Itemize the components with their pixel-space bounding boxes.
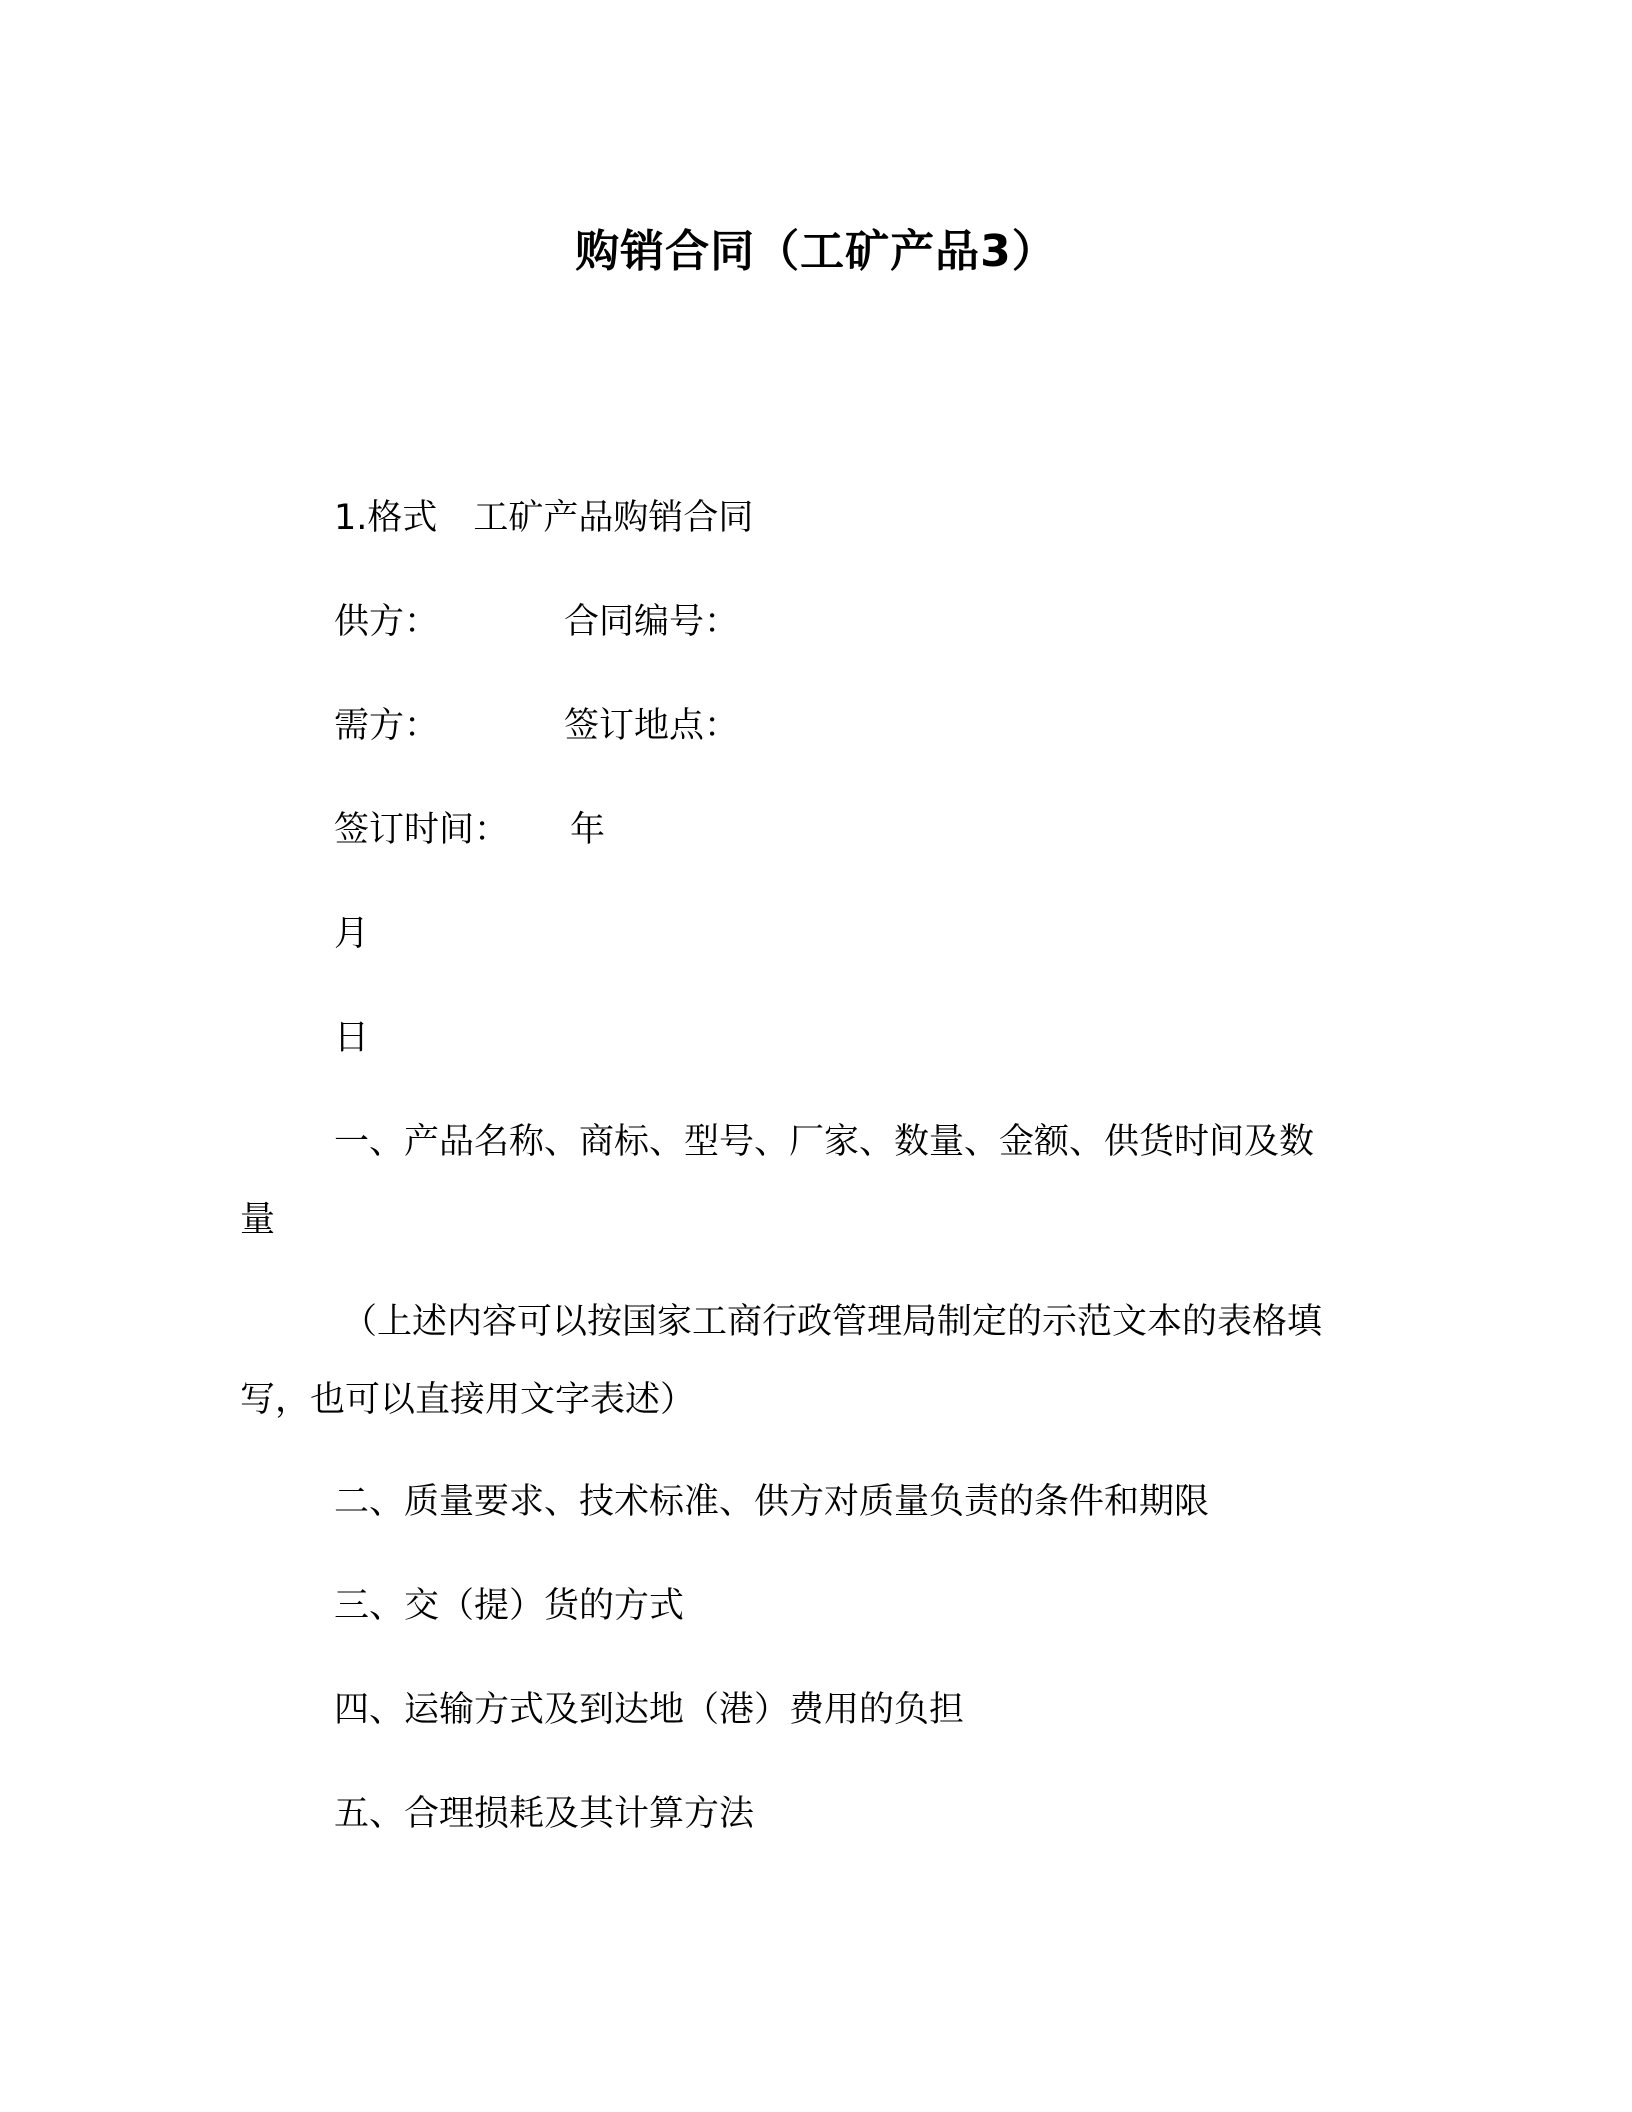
note-line-1: （上述内容可以按国家工商行政管理局制定的示范文本的表格填	[342, 1302, 1323, 1342]
day-label: 日	[334, 1018, 370, 1058]
sign-place-label: 签订地点：	[564, 706, 740, 746]
contract-no-label: 合同编号：	[564, 602, 740, 642]
section-4: 四、运输方式及到达地（港）费用的负担	[334, 1690, 965, 1730]
document-title: 购销合同（工矿产品3）	[575, 226, 1057, 277]
section-3: 三、交（提）货的方式	[334, 1586, 685, 1626]
section-1-line-2: 量	[240, 1200, 276, 1240]
buyer-label: 需方：	[334, 706, 440, 746]
format-number: 1.格式	[334, 498, 438, 538]
section-2: 二、质量要求、技术标准、供方对质量负责的条件和期限	[334, 1482, 1210, 1522]
section-5: 五、合理损耗及其计算方法	[334, 1794, 755, 1834]
format-line	[334, 494, 753, 542]
sign-time-row	[334, 806, 606, 854]
month-label: 月	[334, 914, 370, 954]
section-1-line-1: 一、产品名称、商标、型号、厂家、数量、金额、供货时间及数	[334, 1122, 1315, 1162]
sign-time-label: 签订时间：	[334, 810, 510, 850]
format-name: 工矿产品购销合同	[473, 498, 754, 538]
note-line-2: 写，也可以直接用文字表述）	[240, 1380, 696, 1420]
supplier-row	[334, 598, 740, 646]
year-label: 年	[570, 810, 606, 850]
supplier-label: 供方：	[334, 602, 440, 642]
buyer-row	[334, 702, 740, 750]
